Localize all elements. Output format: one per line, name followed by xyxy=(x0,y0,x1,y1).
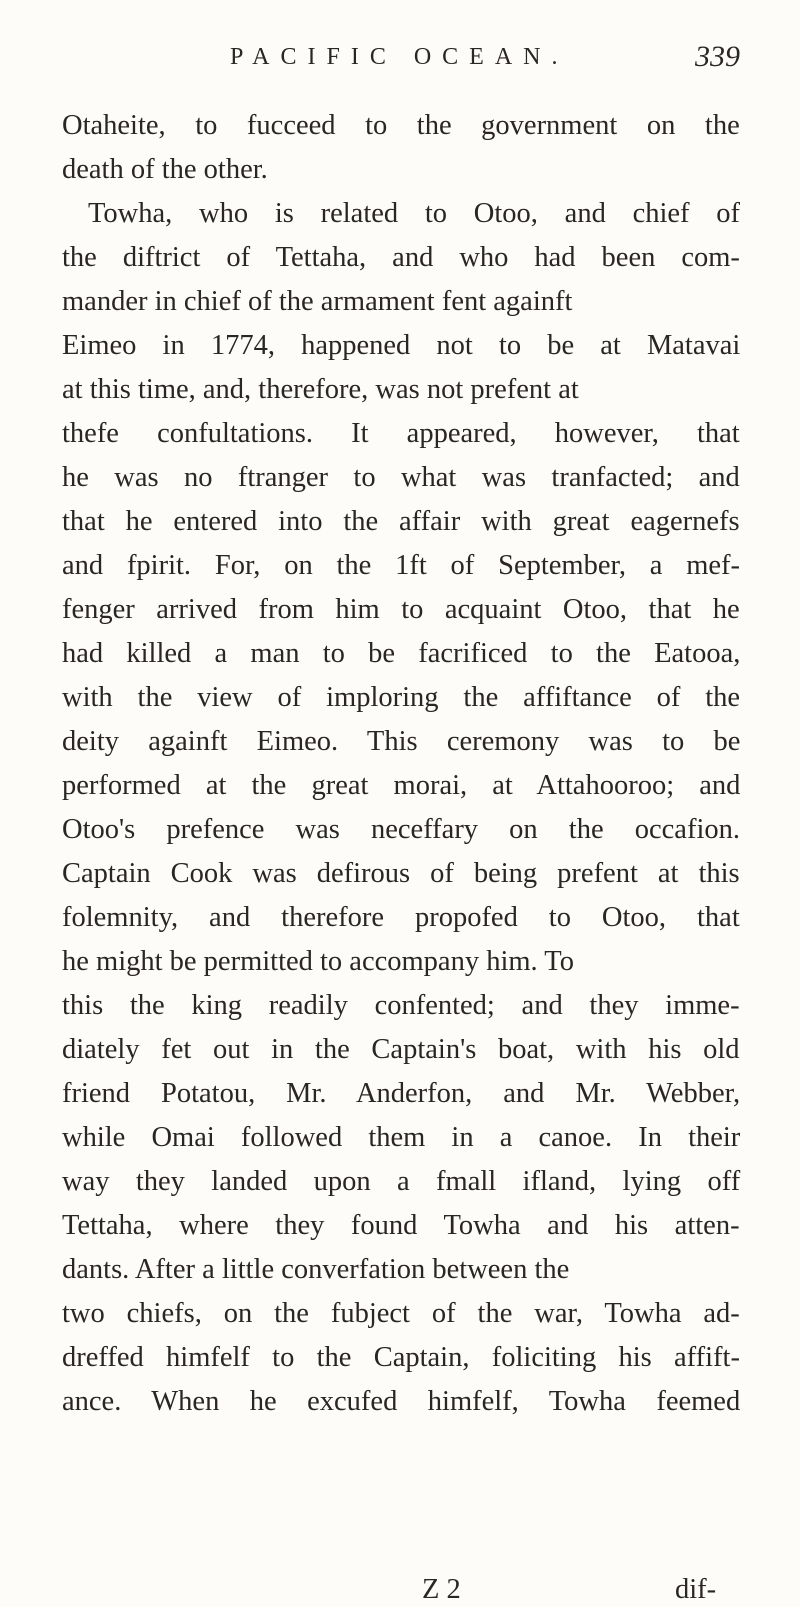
text-line: folemnity, and therefore propofed to Otoo, that xyxy=(62,902,740,933)
page-number: 339 xyxy=(695,40,740,73)
signature-mark: Z 2 xyxy=(422,1574,461,1605)
text-line: the diftrict of Tettaha, and who had been com- xyxy=(62,242,740,273)
text-line: mander in chief of the armament fent againft xyxy=(62,286,573,317)
text-line: dreffed himfelf to the Captain, foliciting his affift- xyxy=(62,1342,740,1373)
running-title: PACIFIC OCEAN. xyxy=(230,44,569,70)
text-line: at this time, and, therefore, was not prefent at xyxy=(62,374,579,405)
text-line: had killed a man to be facrificed to the Eatooa, xyxy=(62,638,741,669)
text-line: diately fet out in the Captain's boat, with his old xyxy=(62,1034,740,1065)
text-line: friend Potatou, Mr. Anderfon, and Mr. Webber, xyxy=(62,1078,741,1109)
text-line: Tettaha, where they found Towha and his atten- xyxy=(62,1210,740,1241)
text-line: Otaheite, to fucceed to the government on the xyxy=(62,110,740,141)
text-line: and fpirit. For, on the 1ft of September, a mef- xyxy=(62,550,740,581)
text-line: dants. After a little converfation between the xyxy=(62,1254,570,1285)
text-line: deity againft Eimeo. This ceremony was to be xyxy=(62,726,741,757)
text-line: this the king readily confented; and they imme- xyxy=(62,990,740,1021)
text-line: that he entered into the affair with great eagernefs xyxy=(62,506,740,537)
text-line: way they landed upon a fmall ifland, lying off xyxy=(62,1166,741,1197)
text-line: thefe confultations. It appeared, however, that xyxy=(62,418,740,449)
text-line: fenger arrived from him to acquaint Otoo, that he xyxy=(62,594,740,625)
catchword: dif- xyxy=(675,1574,717,1605)
text-line: ance. When he excufed himfelf, Towha feemed xyxy=(62,1386,741,1417)
text-line: Otoo's prefence was neceffary on the occafion. xyxy=(62,814,740,845)
text-line: death of the other. xyxy=(62,154,268,185)
text-line: while Omai followed them in a canoe. In their xyxy=(62,1122,741,1153)
catchline xyxy=(0,1574,800,1608)
text-line: performed at the great morai, at Attahooroo; and xyxy=(62,770,741,801)
text-line: Eimeo in 1774, happened not to be at Matavai xyxy=(62,330,741,361)
text-line: Towha, who is related to Otoo, and chief of xyxy=(88,198,741,229)
text-line: he might be permitted to accompany him. To xyxy=(62,946,574,977)
text-line: Captain Cook was defirous of being prefent at this xyxy=(62,858,740,889)
running-head xyxy=(230,38,740,88)
text-line: two chiefs, on the fubject of the war, Towha ad- xyxy=(62,1298,740,1329)
text-line: he was no ftranger to what was tranfacted; and xyxy=(62,462,740,493)
text-line: with the view of imploring the affiftance of the xyxy=(62,682,741,713)
